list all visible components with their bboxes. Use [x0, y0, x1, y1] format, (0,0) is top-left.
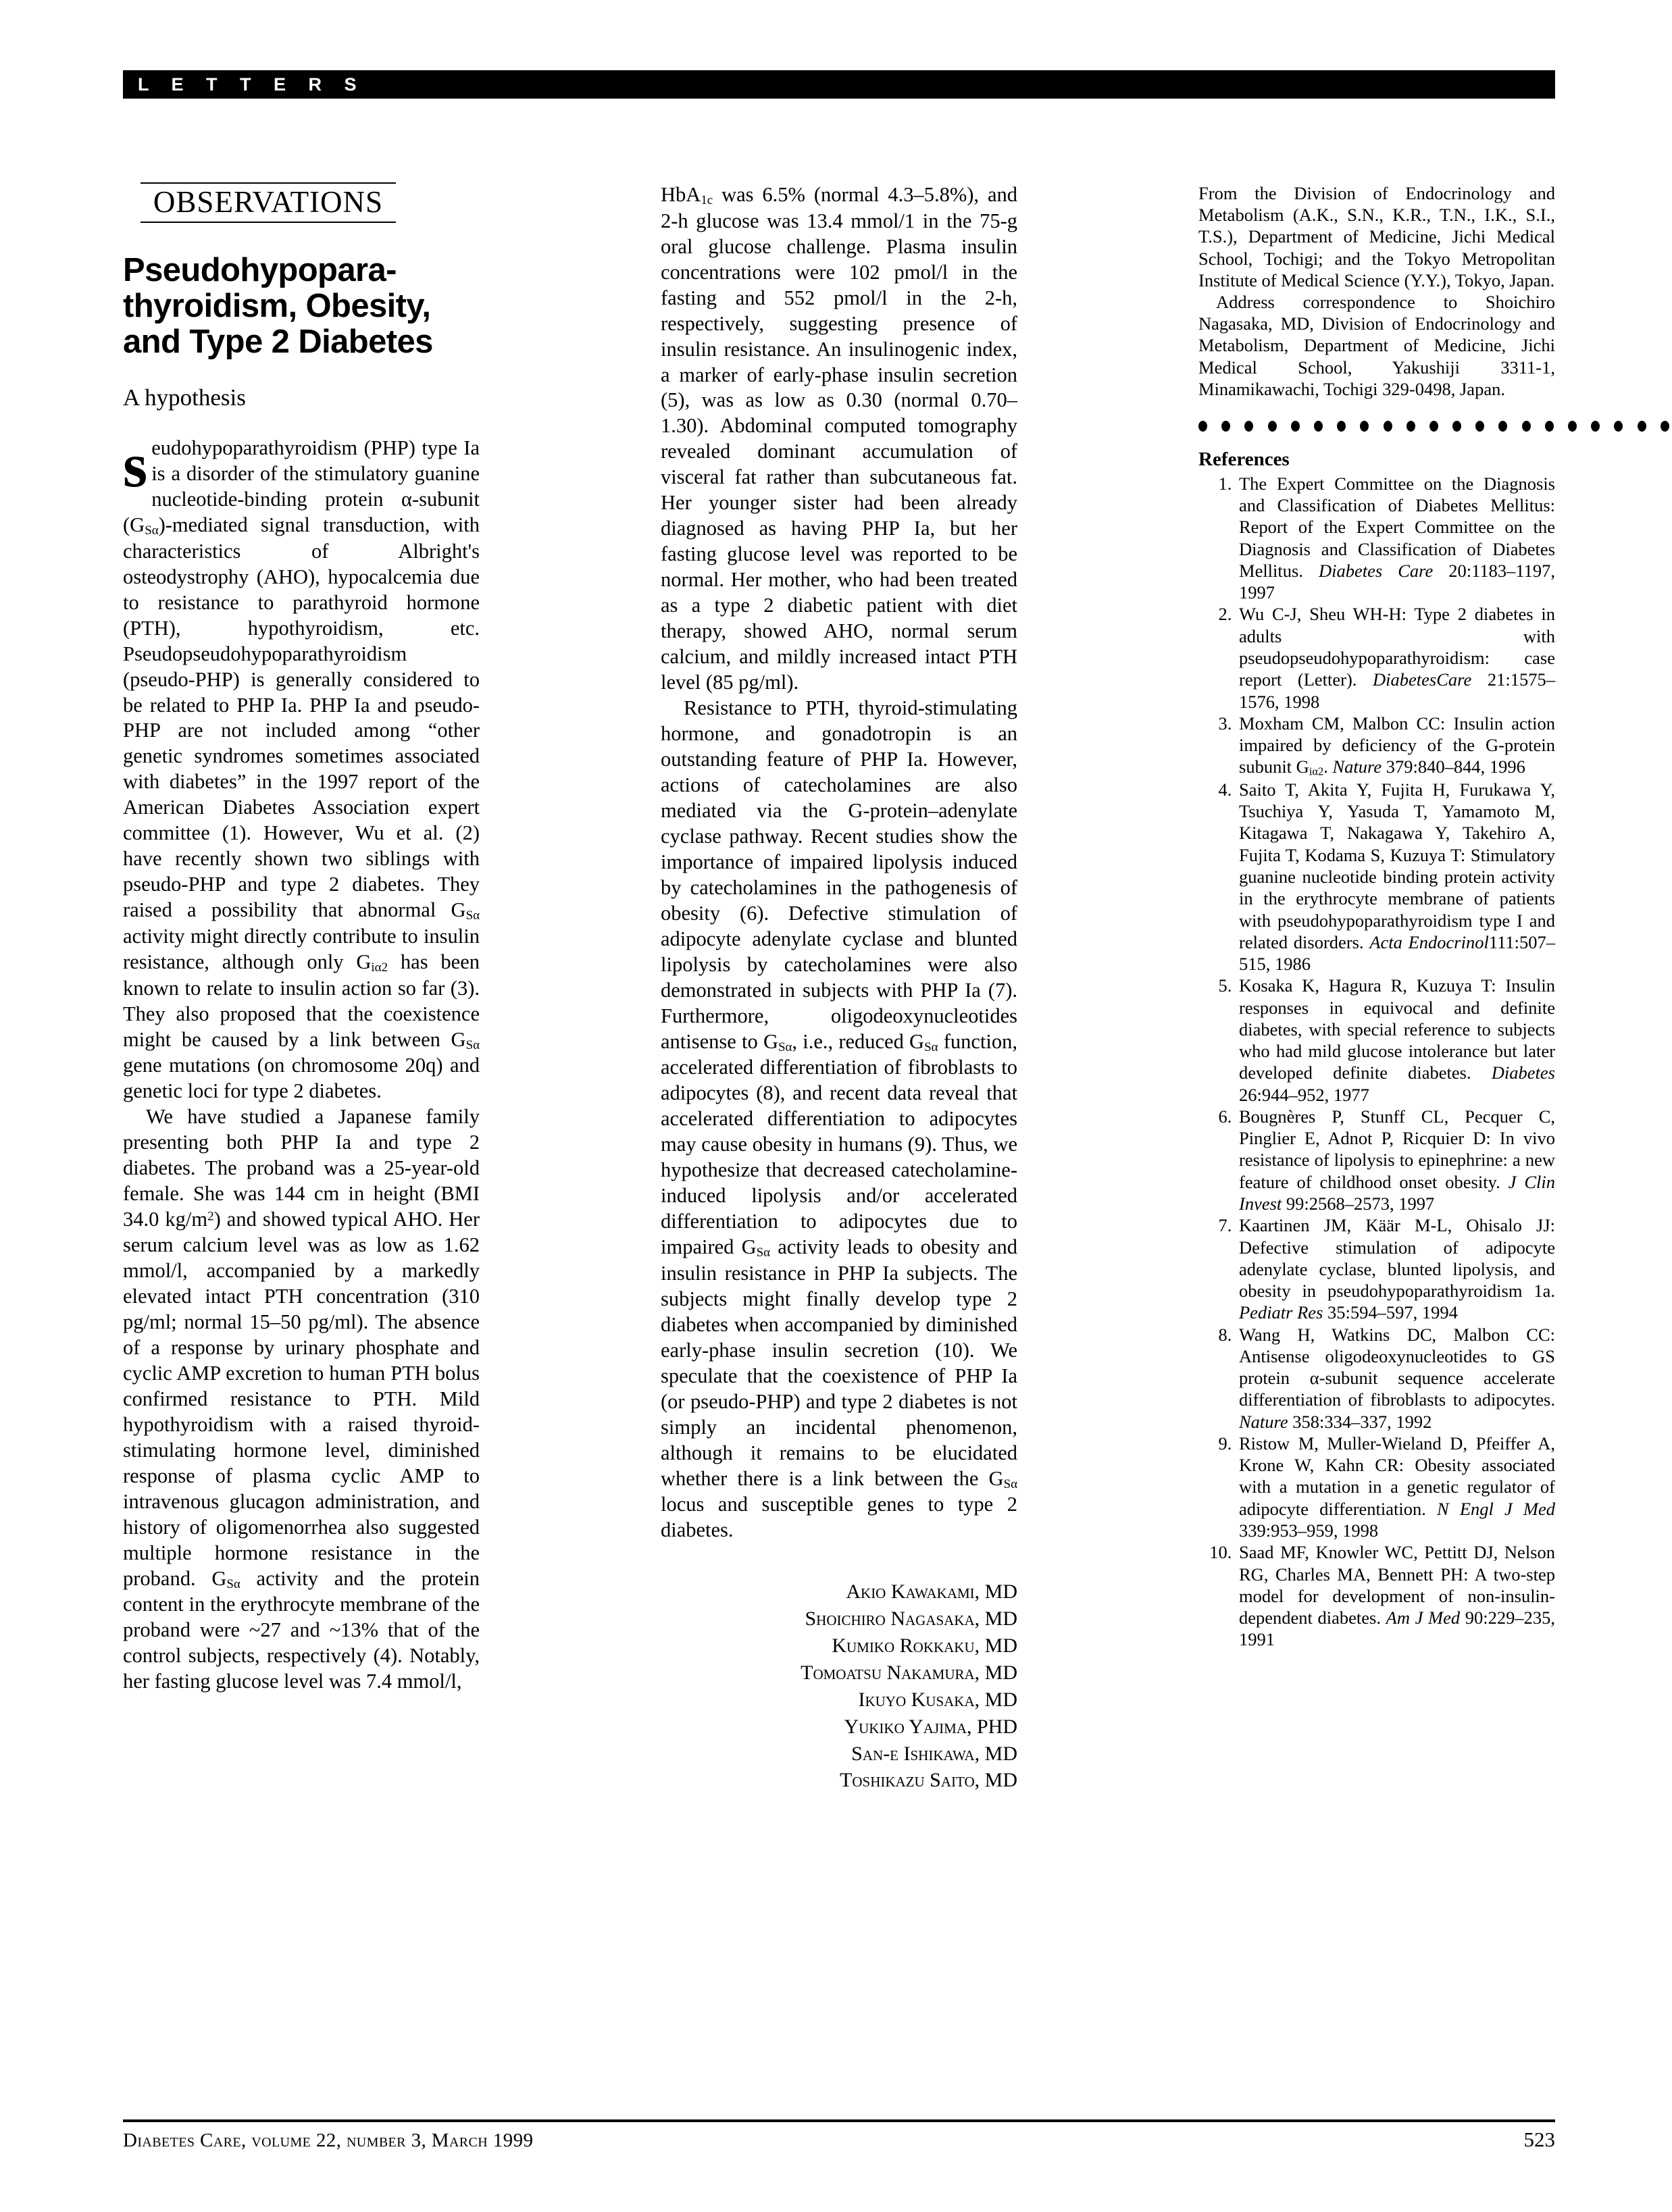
- column-two: [661, 182, 1017, 2060]
- footer-citation: Diabetes Care, volume 22, number 3, March 1999: [123, 2130, 534, 2151]
- title-line-1: Pseudohypopara-: [123, 252, 397, 289]
- divider-dot: [1221, 421, 1230, 432]
- reference-text-after: 111:507–515, 1986: [1239, 931, 1555, 975]
- list-item: [1236, 713, 1555, 779]
- reference-text-after: 90:229–235, 1991: [1239, 1607, 1555, 1650]
- reference-journal: Acta Endocrinol: [1369, 931, 1489, 952]
- paragraph-hypothesis-text: Resistance to PTH, thyroid-stimulating hormone, and gonadotropin is an outstanding feature of PHP Ia. However, actions of catecholamines are also mediated via the G-protein–adenylate cyclase pathway. Recent studies show the importance of impaired lipolysis induced by catecholamines in the pathogenesis of obesity (6). Defective stimulation of adipocyte adenylate cyclase and blunted lipolysis by catecholamines were also demonstrated in subjects with PHP Ia (7). Furthermore, oligodeoxynucleotides antisense to $G_{S\alpha}$, i.e., reduced $G_{S\alpha}$ function, accelerated differentiation of fibroblasts to adipocytes (8), and recent data reveal that accelerated differentiation to adipocytes may cause obesity in humans (9). Thus, we hypothesize that decreased catecholamine-induced lipolysis and/or accelerated differentiation to adipocytes due to impaired $G_{S\alpha}$ activity leads to obesity and insulin resistance in PHP Ia subjects. The subjects might finally develop type 2 diabetes when accompanied by diminished early-phase insulin secretion (10). We speculate that the coexistence of PHP Ia (or pseudo-PHP) and type 2 diabetes is not simply an incidental phenomenon, although it remains to be elucidated whether there is a link between the $G_{S\alpha}$ locus and susceptible genes to type 2 diabetes.: [661, 696, 1017, 1542]
- list-item: [1236, 975, 1555, 1106]
- divider-dot: [1337, 421, 1346, 432]
- reference-text-before: Moxham CM, Malbon CC: Insulin action impaired by deficiency of the G-protein subunit $G_{i\alpha 2}$.: [1239, 713, 1555, 778]
- list-item: [1236, 1324, 1555, 1433]
- dotted-divider: [1198, 417, 1555, 435]
- reference-text-after: 26:944–952, 1977: [1239, 1084, 1369, 1105]
- reference-text-before: Bougnères P, Stunff CL, Pecquer C, Pinglier E, Adnot P, Ricquier D: In vivo resistance of lipolysis to epinephrine: a new feature of childhood onset obesity.: [1239, 1106, 1555, 1192]
- author-name: Tomoatsu Nakamura: [801, 1661, 975, 1684]
- footer-page-number: 523: [1523, 2128, 1555, 2151]
- affiliation-text: From the Division of Endocrinology and Metabolism (A.K., S.N., K.R., T.N., I.K., S.I., T.S.), Department of Medicine, Jichi Medical School, Tochigi; and the Tokyo Metropolitan Institute of Medical Science (Y.Y.), Tokyo, Japan.: [1198, 183, 1555, 290]
- divider-dot: [1429, 421, 1438, 432]
- affiliation-block: [1198, 182, 1555, 400]
- reference-journal: DiabetesCare: [1373, 669, 1472, 690]
- reference-text-after: 339:953–959, 1998: [1239, 1520, 1379, 1541]
- list-item: [1236, 603, 1555, 712]
- page-body: [123, 182, 1555, 2060]
- divider-dot: [1591, 421, 1600, 432]
- divider-dot: [1384, 421, 1392, 432]
- reference-text-after: 358:334–337, 1992: [1288, 1411, 1432, 1432]
- reference-text-after: 379:840–844, 1996: [1382, 756, 1525, 777]
- author-degree-separator: ,: [974, 1580, 985, 1603]
- reference-journal: Nature: [1239, 1411, 1288, 1432]
- section-heading-label: OBSERVATIONS: [153, 185, 384, 219]
- author-name: Akio Kawakami: [846, 1580, 975, 1603]
- list-item: [1236, 1433, 1555, 1541]
- divider-dot: [1360, 421, 1369, 432]
- divider-dot: [1522, 421, 1531, 432]
- section-heading: [141, 182, 396, 223]
- list-item: [1236, 473, 1555, 604]
- divider-dot: [1452, 421, 1461, 432]
- divider-dot: [1268, 421, 1277, 432]
- reference-text-after: 35:594–597, 1994: [1323, 1302, 1458, 1323]
- list-item: [1236, 1541, 1555, 1650]
- author-degree-separator: ,: [974, 1635, 985, 1657]
- reference-text-before: Saito T, Akita Y, Fujita H, Furukawa Y, Tsuchiya Y, Yasuda T, Yamamoto M, Kitagawa T, Nakagawa Y, Takehiro A, Fujita T, Kodama S, Kuzuya T: Stimulatory guanine nucleotide binding protein activity in the erythrocyte membrane of patients with pseudohypoparathyroidism type I and related disorders.: [1239, 779, 1555, 952]
- reference-text-before: Wu C-J, Sheu WH-H: Type 2 diabetes in adults with pseudopseudohypoparathyroidism: case report (Letter).: [1239, 604, 1555, 690]
- author-degree: MD: [984, 1607, 1017, 1630]
- divider-dot: [1568, 421, 1577, 432]
- running-head-bar: [123, 70, 1555, 99]
- author-degree-separator: ,: [974, 1769, 985, 1792]
- divider-dot: [1545, 421, 1554, 432]
- reference-journal: Diabetes Care: [1318, 560, 1434, 581]
- author-entry: [661, 1767, 1017, 1794]
- reference-journal: J Clin Invest: [1239, 1171, 1555, 1214]
- author-degree: MD: [984, 1635, 1017, 1657]
- author-degree: MD: [984, 1661, 1017, 1684]
- author-degree-separator: ,: [974, 1661, 985, 1684]
- column-one-body: [123, 431, 480, 1695]
- author-entry: [661, 1687, 1017, 1714]
- paragraph-case-report: [123, 1104, 480, 1695]
- divider-dot: [1638, 421, 1646, 432]
- reference-journal: Am J Med: [1386, 1607, 1461, 1628]
- paragraph-lab-values-text: HbA$_{1c}$ was 6.5% (normal 4.3–5.8%), and 2-h glucose was 13.4 mmol/1 in the 75-g oral glucose challenge. Plasma insulin concentrations were 102 pmol/l in the fasting and 552 pmol/l in the 2-h, respectively, suggesting presence of insulin resistance. An insulinogenic index, a marker of early-phase insulin secretion (5), was as low as 0.30 (normal 0.70–1.30). Abdominal computed tomography revealed dominant accumulation of visceral fat rather than subcutaneous fat. Her younger sister had been already diagnosed as having PHP Ia, but her fasting glucose level was reported to be normal. Her mother, who had been treated as a type 2 diabetic patient with diet therapy, showed AHO, normal serum calcium, and mildly increased intact PTH level (85 pg/ml).: [661, 183, 1017, 694]
- divider-dot: [1661, 421, 1669, 432]
- divider-dot: [1198, 421, 1207, 432]
- paragraph-intro: [123, 431, 480, 1104]
- divider-dot: [1314, 421, 1323, 432]
- reference-text-before: The Expert Committee on the Diagnosis and Classification of Diabetes Mellitus: Report of the Expert Committee on the Diagnosis and Classification of Diabetes Mellitus.: [1239, 473, 1555, 581]
- author-name: Kumiko Rokkaku: [832, 1635, 975, 1657]
- title-line-3: and Type 2 Diabetes: [123, 324, 433, 361]
- reference-text-before: Saad MF, Knowler WC, Pettitt DJ, Nelson RG, Charles MA, Bennett PH: A two-step model for development of non-insulin-dependent diabetes.: [1239, 1542, 1555, 1628]
- correspondence-text: Address correspondence to Shoichiro Nagasaka, MD, Division of Endocrinology and Metabolism, Department of Medicine, Jichi Medical School, Yakushiji 3311-1, Minamikawachi, Tochigi 329-0498, Japan.: [1198, 291, 1555, 399]
- author-degree: MD: [984, 1688, 1017, 1711]
- list-item: [1236, 1214, 1555, 1323]
- author-degree: MD: [984, 1742, 1017, 1765]
- paragraph-lab-values: [661, 182, 1017, 696]
- divider-dot: [1291, 421, 1300, 432]
- reference-journal: N Engl J Med: [1437, 1498, 1556, 1519]
- author-degree-separator: ,: [974, 1607, 985, 1630]
- reference-text-before: Kaartinen JM, Käär M-L, Ohisalo JJ: Defective stimulation of adipocyte adenylate cyclase, blunted lipolysis, and obesity in pseudohypoparathyroidism 1a.: [1239, 1215, 1555, 1302]
- divider-dot: [1475, 421, 1484, 432]
- column-three: [1198, 182, 1555, 2060]
- reference-journal: Nature: [1332, 756, 1382, 777]
- reference-text-before: Ristow M, Muller-Wieland D, Pfeiffer A, Krone W, Kahn CR: Obesity associated with a mutation in a genetic regulator of adipocyte differentiation.: [1239, 1433, 1555, 1519]
- author-entry: [661, 1632, 1017, 1660]
- column-two-body: [661, 182, 1017, 1543]
- page-footer: [123, 2128, 1555, 2152]
- author-entry: [661, 1660, 1017, 1687]
- author-degree-separator: ,: [974, 1742, 985, 1765]
- author-degree-separator: ,: [974, 1688, 985, 1711]
- list-item: [1236, 779, 1555, 975]
- author-name: Shoichiro Nagasaka: [805, 1607, 975, 1630]
- paragraph-case-report-text: We have studied a Japanese family presenting both PHP Ia and type 2 diabetes. The proband was a 25-year-old female. She was 144 cm in height (BMI 34.0 $kg/m^2$) and showed typical AHO. Her serum calcium level was as low as 1.62 mmol/l, accompanied by a markedly elevated intact PTH concentration (310 pg/ml; normal 15–50 pg/ml). The absence of a response by urinary phosphate and cyclic AMP excretion to human PTH bolus confirmed resistance to PTH. Mild hypothyroidism with a raised thyroid-stimulating hormone level, diminished response of plasma cyclic AMP to intravenous glucagon administration, and history of oligomenorrhea also suggested multiple hormone resistance in the proband. $G_{S\alpha}$ activity and the protein content in the erythrocyte membrane of the proband were ~27 and ~13% that of the control subjects, respectively (4). Notably, her fasting glucose level was 7.4 mmol/l,: [123, 1105, 480, 1693]
- author-entry: [661, 1578, 1017, 1605]
- author-name: Toshikazu Saito: [840, 1769, 975, 1792]
- column-one: [123, 182, 480, 2060]
- author-name: San-e Ishikawa: [851, 1742, 975, 1765]
- author-name: Ikuyo Kusaka: [858, 1688, 975, 1711]
- title-line-2: thyroidism, Obesity,: [123, 288, 431, 325]
- author-degree: MD: [984, 1769, 1017, 1792]
- paragraph-intro-text: seudohypoparathyroidism (PHP) type Ia is a disorder of the stimulatory guanine nucleotide-binding protein α-subunit $(G_{S\alpha})$-mediated signal transduction, with characteristics of Albright's osteodystrophy (AHO), hypocalcemia due to resistance to parathyroid hormone (PTH), hypothyroidism, etc. Pseudopseudohypoparathyroidism (pseudo-PHP) is generally considered to be related to PHP Ia. PHP Ia and pseudo-PHP are not included among “other genetic syndromes sometimes associated with diabetes” in the 1997 report of the American Diabetes Association expert committee (1). However, Wu et al. (2) have recently shown two siblings with pseudo-PHP and type 2 diabetes. They raised a possibility that abnormal $G_{S\alpha}$ activity might directly contribute to insulin resistance, although only $G_{i\alpha 2}$ has been known to relate to insulin action so far (3). They also proposed that the coexistence might be caused by a link between $G_{S\alpha}$ gene mutations (on chromosome 20q) and genetic loci for type 2 diabetes.: [123, 431, 480, 1103]
- references-heading: References: [1198, 448, 1290, 470]
- author-entry: [661, 1714, 1017, 1741]
- author-list: [661, 1578, 1017, 1794]
- divider-dot: [1407, 421, 1415, 432]
- reference-text-before: Wang H, Watkins DC, Malbon CC: Antisense oligodeoxynucleotides to GS protein α-subunit sequence accelerate differentiation of fibroblasts to adipocytes.: [1239, 1324, 1555, 1410]
- author-degree-separator: ,: [966, 1715, 977, 1738]
- divider-dot: [1614, 421, 1623, 432]
- reference-text-after: 20:1183–1197, 1997: [1239, 560, 1555, 603]
- author-entry: [661, 1605, 1017, 1632]
- author-entry: [661, 1741, 1017, 1768]
- page-title: [123, 253, 480, 360]
- running-head-label: L E T T E R S: [138, 74, 365, 95]
- reference-text-before: Kosaka K, Hagura R, Kuzuya T: Insulin responses in equivocal and definite diabetes, with special reference to subjects who had mild glucose intolerance but later developed definite diabetes.: [1239, 975, 1555, 1083]
- reference-journal: Diabetes: [1491, 1062, 1555, 1083]
- reference-text-after: 21:1575–1576, 1998: [1239, 669, 1555, 712]
- author-degree: PHD: [976, 1715, 1017, 1738]
- reference-list: [1198, 473, 1555, 1651]
- author-name: Yukiko Yajima: [844, 1715, 967, 1738]
- article-subtitle: A hypothesis: [123, 384, 246, 411]
- paragraph-hypothesis: [661, 696, 1017, 1543]
- list-item: [1236, 1106, 1555, 1214]
- reference-journal: Pediatr Res: [1239, 1302, 1323, 1323]
- author-degree: MD: [984, 1580, 1017, 1603]
- divider-dot: [1498, 421, 1507, 432]
- reference-text-after: 99:2568–2573, 1997: [1282, 1193, 1435, 1214]
- footer-divider: [123, 2119, 1555, 2122]
- divider-dot: [1244, 421, 1253, 432]
